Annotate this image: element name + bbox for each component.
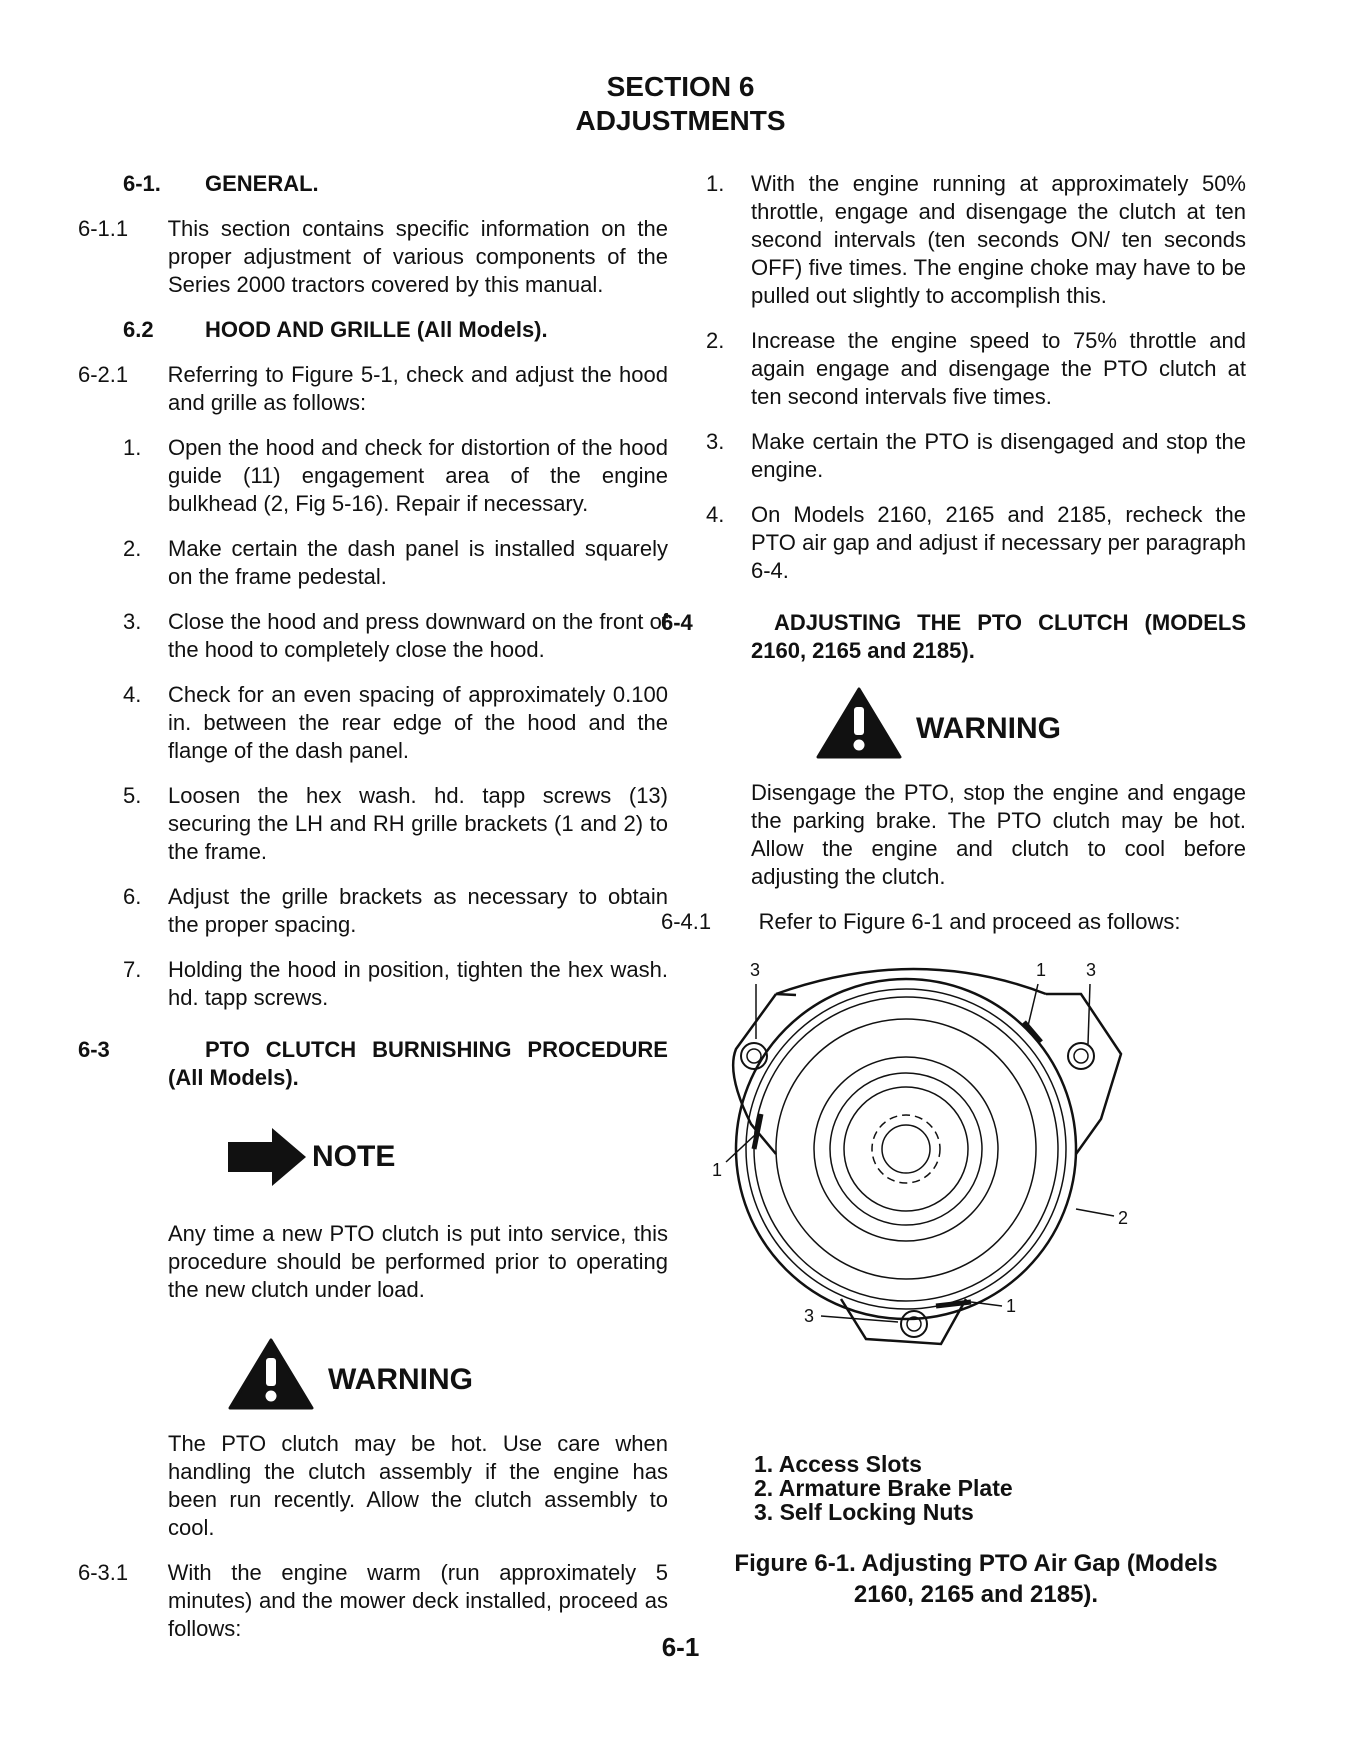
list-item [706, 428, 1246, 484]
legend-item: 2. Armature Brake Plate [754, 1475, 1013, 1501]
step-text: Make certain the dash panel is installed squarely on the frame pedestal. [168, 536, 668, 589]
heading-number: 6-3 [78, 1037, 110, 1062]
list-item [123, 782, 668, 866]
warning-label: WARNING [916, 712, 1061, 745]
heading-number: 6.2 [123, 317, 154, 342]
list-item [123, 608, 668, 664]
warning-triangle-icon [228, 1338, 314, 1410]
callout-label: 2 [1118, 1208, 1129, 1228]
heading-6-3 [78, 1036, 668, 1092]
heading-text: GENERAL. [205, 171, 319, 196]
step-text: Close the hood and press downward on the front of the hood to completely close the hood. [168, 609, 668, 662]
heading-number: 6-1. [123, 171, 161, 196]
section-title: ADJUSTMENTS [575, 105, 786, 136]
warning-callout [228, 1338, 668, 1410]
section-number: SECTION 6 [606, 71, 755, 102]
heading-text: ADJUSTING THE PTO CLUTCH (MODELS 2160, 2165 and 2185). [751, 610, 1246, 663]
list-item [123, 681, 668, 765]
paragraph-number: 6-3.1 [78, 1560, 129, 1585]
note-label: NOTE [312, 1140, 396, 1173]
step-number: 4. [706, 502, 725, 527]
step-text: On Models 2160, 2165 and 2185, recheck the PTO air gap and adjust if necessary per paragraph 6-4. [751, 502, 1246, 583]
page-number: 6-1 [661, 1632, 700, 1662]
list-item [123, 535, 668, 591]
section-header [0, 70, 1361, 138]
pto-clutch-diagram [706, 954, 1186, 1424]
warning-text: The PTO clutch may be hot. Use care when handling the clutch assembly if the engine has been run recently. Allow the clutch assembly to cool. [168, 1431, 668, 1540]
note-arrow-icon [228, 1128, 306, 1186]
heading-6-4 [661, 609, 1246, 665]
step-number: 1. [706, 171, 725, 196]
step-text: Check for an even spacing of approximately 0.100 in. between the rear edge of the hood and the flange of the dash panel. [168, 682, 668, 763]
list-item [706, 327, 1246, 411]
step-number: 2. [123, 536, 142, 561]
step-number: 7. [123, 957, 142, 982]
step-text: Make certain the PTO is disengaged and stop the engine. [751, 429, 1246, 482]
step-text: Loosen the hex wash. hd. tapp screws (13) securing the LH and RH grille brackets (1 and 2) to the frame. [168, 783, 668, 864]
list-item [123, 434, 668, 518]
pto-clutch-figure [706, 954, 1186, 1434]
paragraph-text: With the engine warm (run approximately 5 minutes) and the mower deck installed, proceed as follows: [167, 1560, 668, 1641]
list-item [123, 883, 668, 939]
list-item [706, 501, 1246, 585]
figure-caption: Figure 6-1. Adjusting PTO Air Gap (Models 2160, 2165 and 2185). [734, 1550, 1218, 1608]
paragraph-number: 6-1.1 [78, 216, 129, 241]
heading-text: PTO CLUTCH BURNISHING PROCEDURE (All Models). [168, 1037, 668, 1090]
warning-label: WARNING [328, 1363, 473, 1396]
paragraph-6-2-1 [78, 361, 668, 417]
left-column [78, 170, 668, 1660]
warning-triangle-icon [816, 687, 902, 759]
paragraph-6-1-1 [78, 215, 668, 299]
step-number: 1. [123, 435, 142, 460]
step-text: Open the hood and check for distortion of the hood guide (11) engagement area of the engine bulkhead (2, Fig 5-16). Repair if necessary. [168, 435, 668, 516]
paragraph-6-3-1 [78, 1559, 668, 1643]
step-text: Increase the engine speed to 75% throttle and again engage and disengage the PTO clutch at ten second intervals five times. [751, 328, 1246, 409]
step-number: 4. [123, 682, 142, 707]
warning-callout [816, 687, 1246, 759]
step-text: Holding the hood in position, tighten the hex wash. hd. tapp screws. [168, 957, 668, 1010]
callout-label: 1 [712, 1160, 723, 1180]
paragraph-text: This section contains specific information on the proper adjustment of various components of the Series 2000 tractors covered by this manual. [167, 216, 668, 297]
paragraph-text: Referring to Figure 5-1, check and adjust the hood and grille as follows: [167, 362, 668, 415]
right-column [661, 170, 1246, 1610]
figure-legend [754, 1452, 1246, 1524]
legend-item: 1. Access Slots [754, 1451, 922, 1477]
step-text: With the engine running at approximately 50% throttle, engage and disengage the clutch at ten second intervals (ten seconds ON/ ten seconds OFF) five times. The engine choke may have to be pulled out slightly to accomplish this. [751, 171, 1246, 308]
callout-label: 3 [750, 960, 761, 980]
heading-6-1 [123, 170, 668, 198]
paragraph-text: Refer to Figure 6-1 and proceed as follows: [758, 909, 1181, 934]
paragraph-number: 6-2.1 [78, 362, 129, 387]
burnish-steps-list [706, 170, 1246, 585]
step-number: 2. [706, 328, 725, 353]
note-text: Any time a new PTO clutch is put into service, this procedure should be performed prior to operating the new clutch under load. [168, 1221, 668, 1302]
callout-label: 1 [1036, 960, 1047, 980]
step-text: Adjust the grille brackets as necessary to obtain the proper spacing. [168, 884, 668, 937]
list-item [706, 170, 1246, 310]
paragraph-number: 6-4.1 [661, 909, 712, 934]
step-number: 6. [123, 884, 142, 909]
step-number: 3. [123, 609, 142, 634]
heading-text: HOOD AND GRILLE (All Models). [205, 317, 548, 342]
step-number: 5. [123, 783, 142, 808]
legend-item: 3. Self Locking Nuts [754, 1499, 974, 1525]
callout-label: 3 [804, 1306, 815, 1326]
warning-text: Disengage the PTO, stop the engine and engage the parking brake. The PTO clutch may be hot. Allow the engine and clutch to cool before adjusting the clutch. [751, 780, 1246, 889]
callout-label: 3 [1086, 960, 1097, 980]
hood-steps-list [123, 434, 668, 1012]
paragraph-6-4-1 [661, 908, 1246, 936]
heading-6-2 [123, 316, 668, 344]
heading-number: 6-4 [661, 610, 693, 635]
list-item [123, 956, 668, 1012]
callout-label: 1 [1006, 1296, 1017, 1316]
note-callout [228, 1128, 668, 1186]
step-number: 3. [706, 429, 725, 454]
